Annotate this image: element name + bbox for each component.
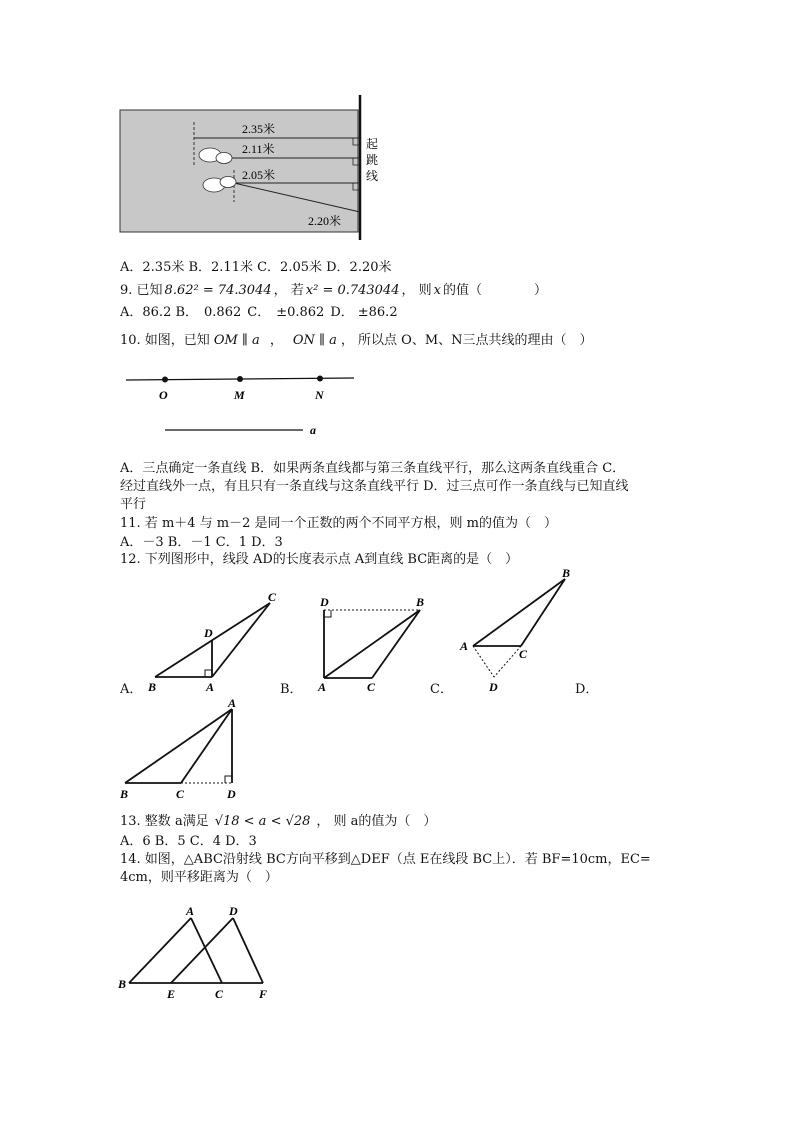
- q8-options: A．2.35米 B．2.11米 C．2.05米 D．2.20米: [120, 260, 392, 275]
- svg-text:A: A: [206, 680, 215, 694]
- svg-text:a: a: [310, 423, 316, 437]
- takeoff-line-label-2: 跳: [366, 153, 379, 167]
- svg-text:D: D: [489, 680, 498, 694]
- svg-text:B: B: [118, 977, 127, 991]
- q10-stem: 10. 如图，已知 OM ∥ a ， ON ∥ a ， 所以点 O、M、N三点共线的理由（ ）: [120, 333, 593, 348]
- svg-text:D: D: [204, 626, 213, 640]
- takeoff-line-label-3: 线: [366, 169, 379, 183]
- svg-text:D: D: [320, 595, 329, 609]
- q9-stem: 9. 已知 8.62² = 74.3044 ， 若 x² = 0.743044 ， 则 x 的值（ ）: [120, 283, 547, 298]
- translation-figure: [115, 900, 280, 1000]
- svg-text:C: C: [367, 680, 376, 694]
- dist-211: 2.11米: [242, 142, 275, 156]
- dist-205: 2.05米: [242, 168, 276, 182]
- svg-text:A: A: [228, 696, 237, 710]
- point-n: [317, 376, 323, 382]
- collinear-figure: [120, 365, 360, 440]
- svg-text:E: E: [167, 987, 176, 1000]
- svg-text:B: B: [148, 680, 157, 694]
- q14-stem-2: 4cm，则平移距离为（ ）: [120, 870, 278, 885]
- q13-options: A．6 B．5 C．4 D．3: [120, 834, 257, 849]
- q12-stem: 12. 下列图形中，线段 AD的长度表示点 A到直线 BC距离的是（ ）: [120, 552, 519, 567]
- dist-220: 2.20米: [308, 214, 342, 228]
- svg-text:C: C: [176, 787, 185, 801]
- svg-text:B: B: [416, 595, 425, 609]
- svg-text:C: C: [215, 987, 224, 1000]
- svg-text:D: D: [227, 787, 236, 801]
- takeoff-line-label-1: 起: [366, 137, 379, 151]
- svg-text:D: D: [229, 904, 238, 918]
- svg-text:B: B: [120, 787, 129, 801]
- svg-text:A: A: [460, 639, 469, 653]
- point-m: [237, 376, 243, 382]
- svg-text:A: A: [186, 904, 195, 918]
- q12-option-b: B．: [280, 682, 303, 697]
- q11-options: A．－3 B．－1 C．1 D．3: [120, 535, 283, 550]
- q10-options-2: 经过直线外一点，有且只有一条直线与这条直线平行 D．过三点可作一条直线与已知直线: [120, 479, 629, 494]
- q12-figure-a: [140, 585, 290, 695]
- q12-figure-b: [310, 590, 440, 695]
- svg-text:N: N: [315, 388, 324, 402]
- svg-text:F: F: [259, 987, 268, 1000]
- q12-option-c: C．: [430, 682, 453, 697]
- q9-options: A．86.2 B． 0.862 C． ±0.862 D． ±86.2: [120, 305, 398, 320]
- svg-text:M: M: [234, 388, 245, 402]
- q11-stem: 11. 若 m＋4 与 m－2 是同一个正数的两个不同平方根，则 m的值为（ ）: [120, 516, 557, 531]
- q14-stem-1: 14. 如图，△ABC沿射线 BC方向平移到△DEF（点 E在线段 BC上）．若 BF=10cm，EC=: [120, 852, 651, 867]
- point-o: [162, 377, 168, 383]
- q12-figure-c: [455, 565, 585, 695]
- q12-option-d: D．: [575, 682, 599, 697]
- q13-stem: 13. 整数 a满足 √18 < a < √28 ， 则 a的值为（ ）: [120, 814, 437, 829]
- svg-text:B: B: [562, 566, 571, 580]
- q12-option-a: A．: [120, 682, 143, 697]
- q10-options-3: 平行: [120, 497, 147, 512]
- q10-options-1: A．三点确定一条直线 B．如果两条直线都与第三条直线平行，那么这两条直线重合 C．: [120, 461, 626, 476]
- q12-figure-d: [115, 695, 255, 805]
- svg-text:O: O: [159, 388, 168, 402]
- dist-235: 2.35米: [242, 122, 276, 136]
- svg-text:A: A: [318, 680, 327, 694]
- svg-text:C: C: [268, 590, 277, 604]
- long-jump-figure: [110, 90, 400, 240]
- svg-text:C: C: [519, 647, 528, 661]
